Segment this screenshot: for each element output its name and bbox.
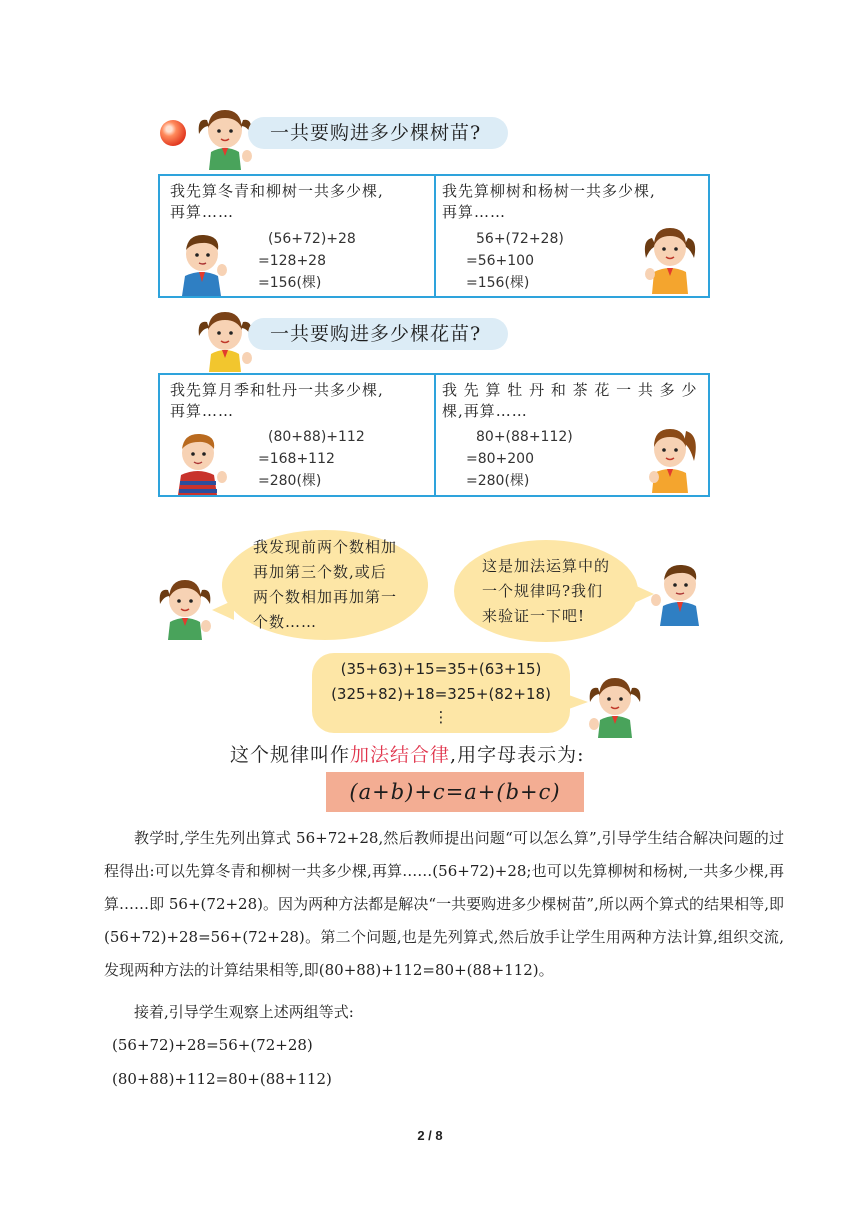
boy-icon [178,230,230,296]
speech-bubble-girl [222,530,428,640]
right-explanation-line-1: 我先算柳树和杨树一共多少棵, [442,182,656,200]
bubble-line: 个数…… [252,613,317,631]
right-explanation-line-2: 再算…… [442,203,507,221]
paragraph-teaching: 教学时,学生先列出算式 56+72+28,然后教师提出问题“可以怎么算”,引导学生结合解决问题的过程得出:可以先算冬青和柳树一共多少棵,再算……(56+72)+28;也可以先算柳树和杨树,一共多少棵,再算……即 56+(72+28)。因为两种方法都是解决“一共要购进多少棵树苗”,所以两个算式的结果相等,即(56+72)+28=56+(72+28)。第二个问题,也是先列算式,然后放手让学生用两种方法计算,组织交流,发现两种方法的计算结果相等,即(80+88)+112=80+(88+112)。 [104,829,784,979]
equation-line-2: (80+88)+112=80+(88+112) [112,1070,332,1088]
left-equation-line-3: =280(棵) [258,473,322,489]
rule-suffix: ,用字母表示为: [450,744,585,766]
question-banner-trees: 一共要购进多少棵树苗? [248,117,508,149]
boy-icon [650,560,706,626]
right-equation-line-3: =280(棵) [466,473,530,489]
bubble-line: 我发现前两个数相加 [252,538,397,556]
left-explanation-line-1: 我先算冬青和柳树一共多少棵, [170,182,384,200]
left-equation-line-2: =128+28 [258,253,326,269]
bubble-tail [566,694,588,710]
left-explanation-line-2: 再算…… [170,203,235,221]
left-explanation-line-1: 我先算月季和牡丹一共多少棵, [170,381,384,399]
bubble-line: 再加第三个数,或后 [252,563,387,581]
bubble-line: 两个数相加再加第一 [252,588,397,606]
verification-box [312,653,570,733]
right-equation-line-1: 56+(72+28) [476,231,564,247]
right-explanation-line-2: 棵,再算…… [442,402,528,420]
page-number: 2 / 8 [417,1128,443,1143]
bubble-line: 一个规律吗?我们 [481,581,604,600]
calculation-box-flowers [158,373,710,497]
red-ball-icon [160,120,186,146]
speech-bubble-boy [454,540,638,642]
rule-name: 加法结合律 [350,744,451,766]
question-banner-flowers: 一共要购进多少棵花苗? [248,318,508,350]
right-equation-line-2: =80+200 [466,451,534,467]
equation-line-1: (56+72)+28=56+(72+28) [112,1036,313,1054]
right-equation-line-1: 80+(88+112) [476,429,573,445]
calculation-box-trees [158,174,710,298]
right-equation-line-2: =56+100 [466,253,534,269]
girl-icon [193,306,257,372]
associative-law-formula: (a+b)+c=a+(b+c) [326,772,584,812]
boy-icon [172,429,230,495]
left-equation-line-2: =168+112 [258,451,335,467]
rule-prefix: 这个规律叫作 [230,744,351,766]
rule-statement [230,740,584,767]
verification-line-1: (35+63)+15=35+(63+15) [340,660,542,678]
left-equation-line-3: =156(棵) [258,275,322,291]
girl-icon [586,672,646,738]
right-equation-line-3: =156(棵) [466,275,530,291]
bubble-tail [212,600,234,620]
verification-line-2: (325+82)+18=325+(82+18) [331,685,551,703]
girl-icon [156,574,216,640]
paragraph-next: 接着,引导学生观察上述两组等式: [134,1003,354,1021]
girl-icon [642,220,700,294]
verification-ellipsis: ⋮ [433,708,449,726]
girl-icon [644,421,700,493]
left-explanation-line-2: 再算…… [170,402,235,420]
right-explanation-line-1: 我 先 算 牡 丹 和 茶 花 一 共 多 少 [442,381,698,399]
bubble-line: 这是加法运算中的 [481,556,610,575]
left-equation-line-1: (56+72)+28 [268,231,356,247]
bubble-line: 来验证一下吧! [481,606,586,625]
left-equation-line-1: (80+88)+112 [268,429,365,445]
girl-icon [193,104,257,170]
